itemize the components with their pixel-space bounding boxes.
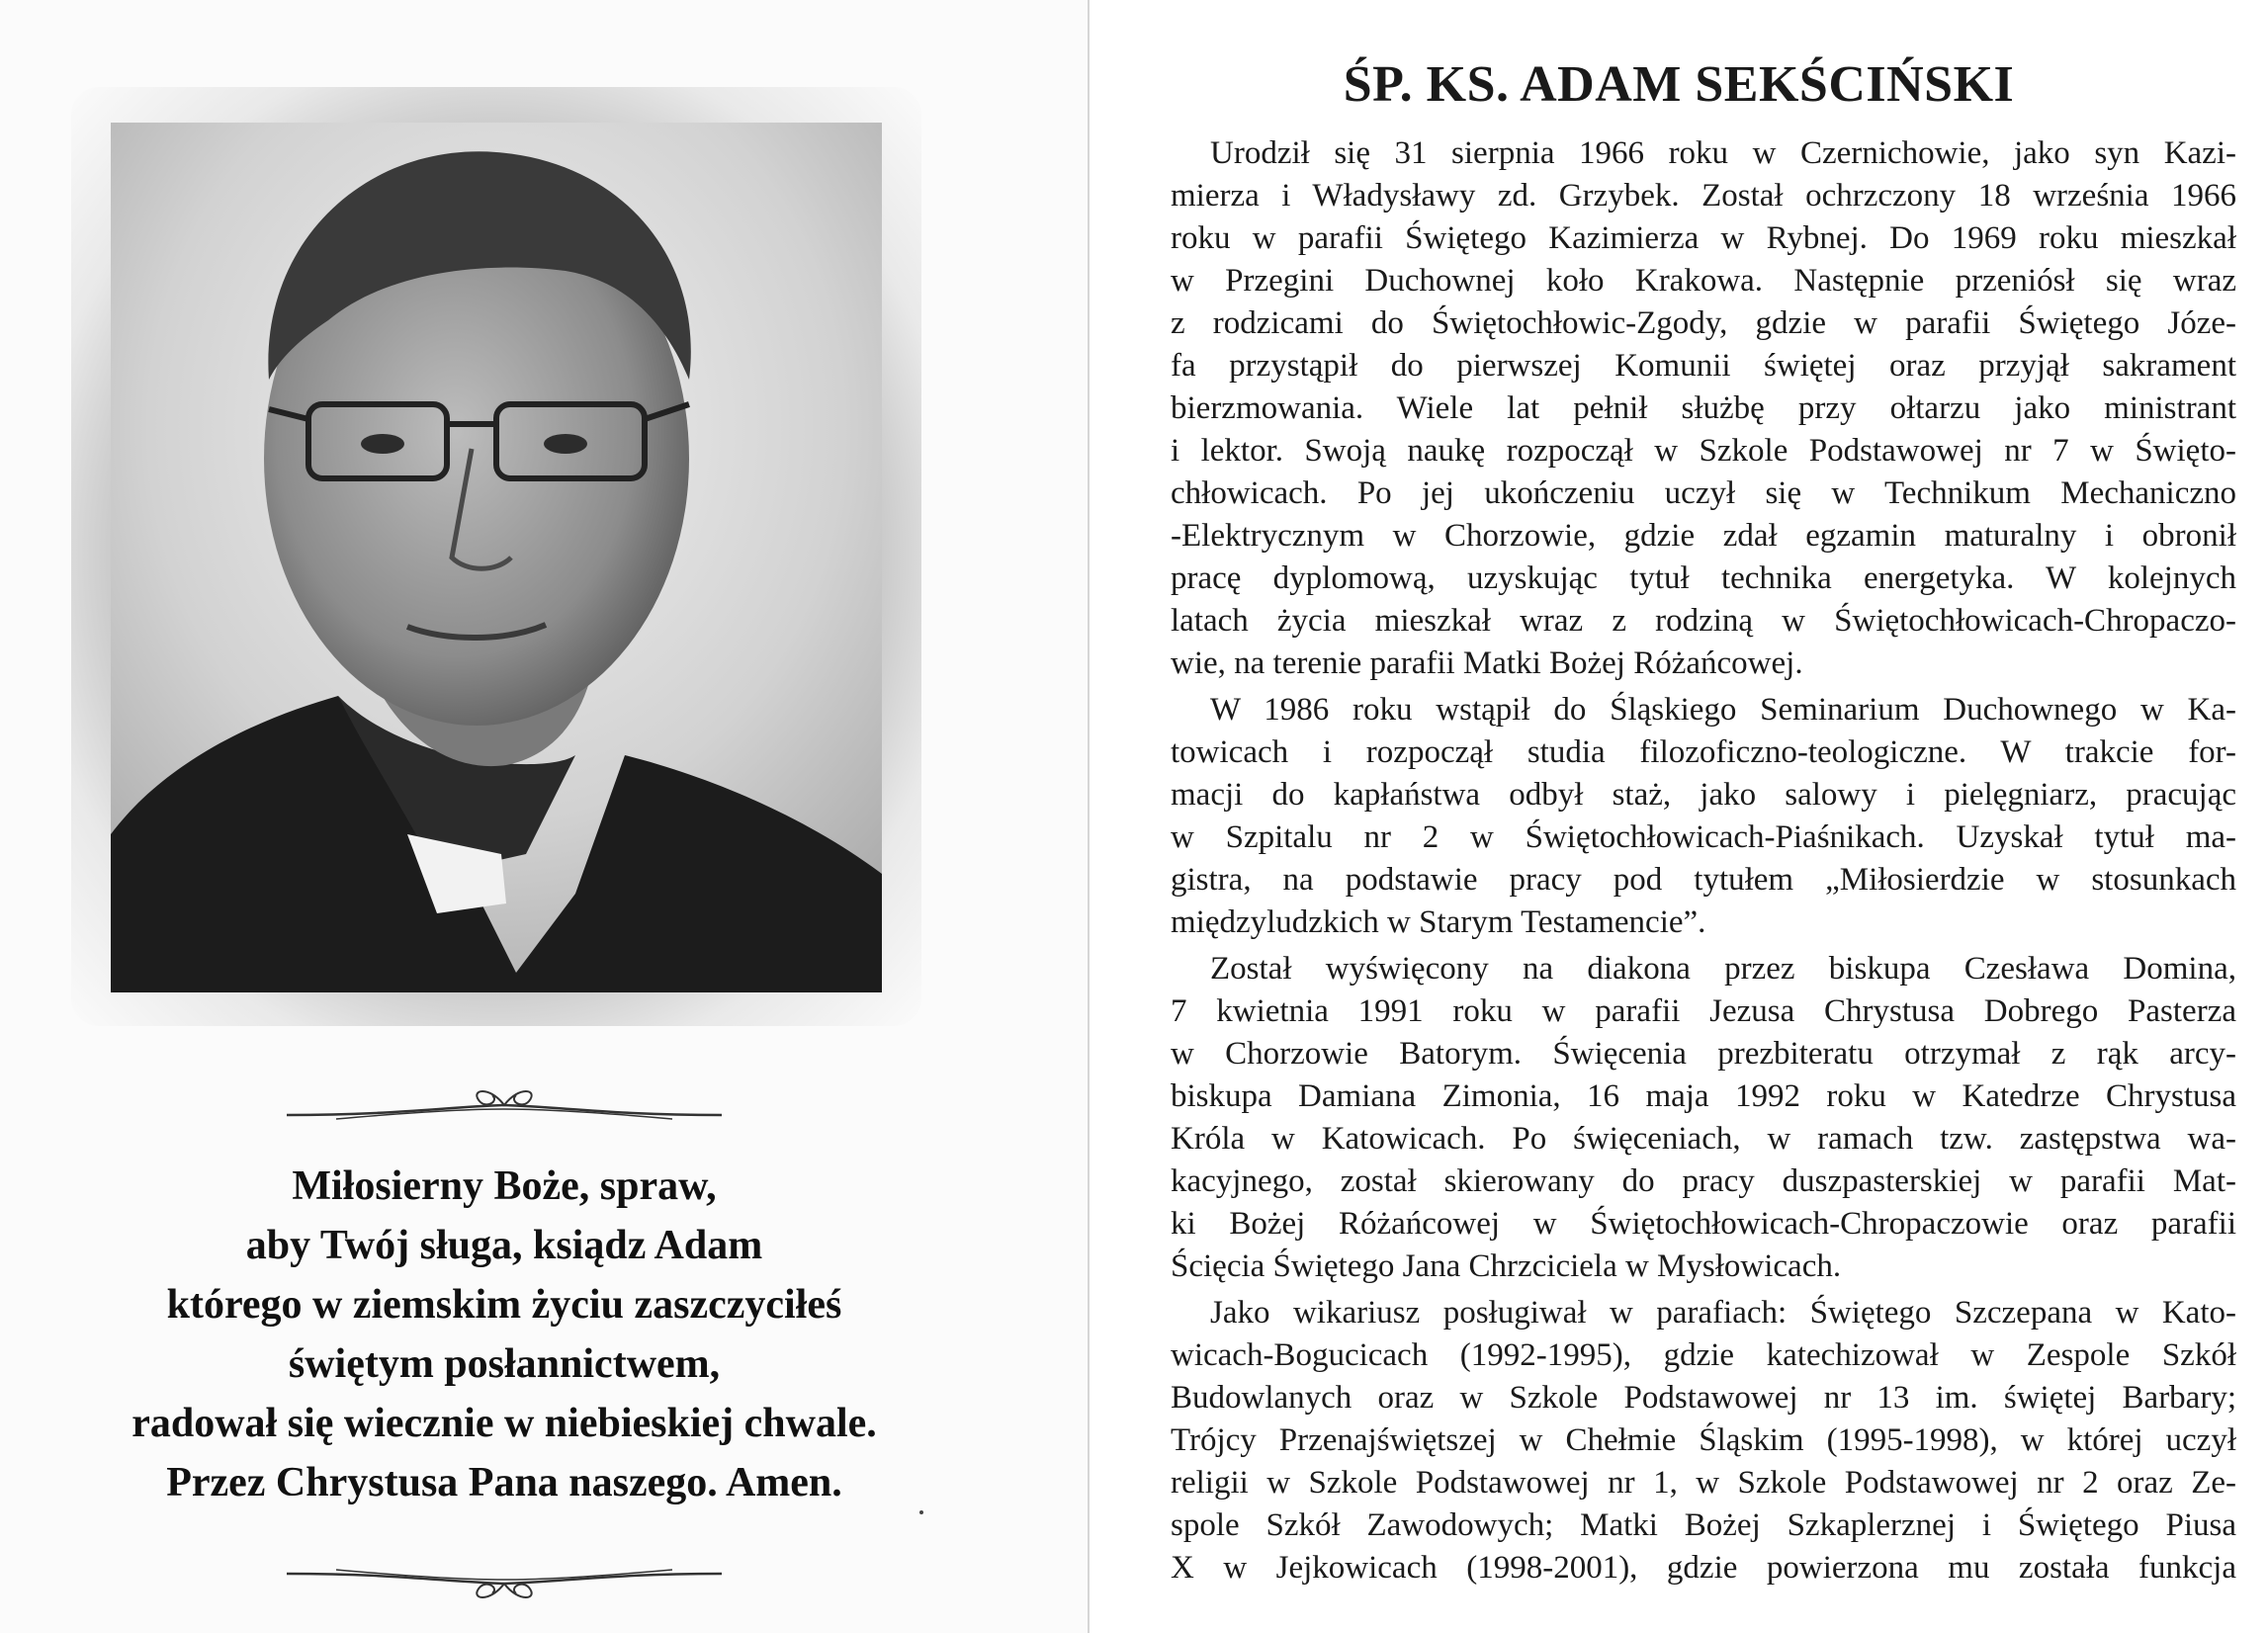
text-line: w Przegini Duchownej koło Krakowa. Następnie przeniósł się wraz: [1171, 263, 2236, 299]
prayer-line: świętym posłannictwem,: [288, 1341, 721, 1387]
text-line: i lektor. Swoją naukę rozpoczął w Szkole Podstawowej nr 7 w Święto-: [1171, 433, 2236, 469]
text-line: -Elektrycznym w Chorzowie, gdzie zdał egzamin maturalny i obronił: [1171, 518, 2236, 554]
left-page: [0, 0, 1088, 1633]
text-line: Króla w Katowicach. Po święceniach, w ramach tzw. zastępstwa wa-: [1171, 1121, 2236, 1157]
biography-paragraph: [1131, 1292, 2236, 1590]
text-line: gistra, na podstawie pracy pod tytułem „Miłosierdzie w stosunkach: [1171, 862, 2236, 898]
biography-paragraph: [1131, 132, 2236, 685]
flourish-icon: [277, 1560, 732, 1609]
speck: [919, 1510, 923, 1514]
portrait-vignette: [71, 87, 921, 1026]
page-title: ŚP. KS. ADAM SEKŚCIŃSKI: [1343, 56, 2015, 113]
text-line: towicach i rozpoczął studia filozoficzno-teologiczne. W trakcie for-: [1171, 734, 2236, 770]
ornament-divider-bottom: [277, 1560, 732, 1609]
priest-portrait-icon: [111, 123, 882, 992]
text-line: X w Jejkowicach (1998-2001), gdzie powierzona mu została funkcja: [1171, 1550, 2236, 1586]
text-line: macji do kapłaństwa odbył staż, jako salowy i pielęgniarz, pracując: [1171, 777, 2236, 813]
text-line: Urodził się 31 sierpnia 1966 roku w Czernichowie, jako syn Kazi-: [1210, 135, 2236, 171]
text-line: latach życia mieszkał wraz z rodziną w Świętochłowicach-Chropaczo-: [1171, 603, 2236, 639]
text-line: W 1986 roku wstąpił do Śląskiego Seminarium Duchownego w Ka-: [1210, 692, 2236, 728]
text-line: biskupa Damiana Zimonia, 16 maja 1992 roku w Katedrze Chrystusa: [1171, 1078, 2236, 1114]
right-page: [1090, 0, 2268, 1633]
text-line: Jako wikariusz posługiwał w parafiach: Świętego Szczepana w Kato-: [1210, 1295, 2236, 1331]
prayer-text: [40, 1157, 969, 1512]
ornament-divider-top: [277, 1079, 732, 1129]
text-line: w Szpitalu nr 2 w Świętochłowicach-Piaśnikach. Uzyskał tytuł ma-: [1171, 819, 2236, 855]
text-line: wie, na terenie parafii Matki Bożej Różańcowej.: [1171, 645, 1803, 681]
text-line: międzyludzkich w Starym Testamencie”.: [1171, 904, 1706, 940]
text-line: mierza i Władysławy zd. Grzybek. Został ochrzczony 18 września 1966: [1171, 178, 2236, 214]
text-line: 7 kwietnia 1991 roku w parafii Jezusa Chrystusa Dobrego Pasterza: [1171, 993, 2236, 1029]
text-line: wicach-Bogucicach (1992-1995), gdzie katechizował w Zespole Szkół: [1171, 1337, 2236, 1373]
biography-paragraph: [1131, 948, 2236, 1288]
prayer-line: którego w ziemskim życiu zaszczyciłeś: [166, 1282, 842, 1328]
text-line: spole Szkół Zawodowych; Matki Bożej Szkaplerznej i Świętego Piusa: [1171, 1507, 2236, 1543]
text-line: bierzmowania. Wiele lat pełnił służbę przy ołtarzu jako ministrant: [1171, 390, 2236, 426]
text-line: kacyjnego, został skierowany do pracy duszpasterskiej w parafii Mat-: [1171, 1163, 2236, 1199]
biography-text: [1131, 132, 2236, 1593]
prayer-line: Miłosierny Boże, spraw,: [292, 1163, 717, 1209]
prayer-line: radował się wiecznie w niebieskiej chwale.: [131, 1401, 877, 1446]
prayer-line: aby Twój sługa, ksiądz Adam: [245, 1223, 763, 1268]
flourish-icon: [277, 1079, 732, 1129]
text-line: z rodzicami do Świętochłowic-Zgody, gdzie w parafii Świętego Józe-: [1171, 305, 2236, 341]
text-line: chłowicach. Po jej ukończeniu uczył się w Technikum Mechaniczno: [1171, 475, 2236, 511]
text-line: Budowlanych oraz w Szkole Podstawowej nr 13 im. świętej Barbary;: [1171, 1380, 2236, 1416]
text-line: Trójcy Przenajświętszej w Chełmie Śląskim (1995-1998), w której uczył: [1171, 1422, 2236, 1458]
text-line: roku w parafii Świętego Kazimierza w Rybnej. Do 1969 roku mieszkał: [1171, 220, 2236, 256]
text-line: Ścięcia Świętego Jana Chrzciciela w Mysłowicach.: [1171, 1248, 1842, 1284]
text-line: ki Bożej Różańcowej w Świętochłowicach-Chropaczowie oraz parafii: [1171, 1206, 2236, 1242]
prayer-line: Przez Chrystusa Pana naszego. Amen.: [166, 1460, 842, 1505]
biography-paragraph: [1131, 689, 2236, 944]
portrait-photo: [111, 123, 882, 992]
text-line: religii w Szkole Podstawowej nr 1, w Szkole Podstawowej nr 2 oraz Ze-: [1171, 1465, 2236, 1501]
text-line: Został wyświęcony na diakona przez biskupa Czesława Domina,: [1210, 951, 2236, 987]
text-line: pracę dyplomową, uzyskując tytuł technika energetyka. W kolejnych: [1171, 560, 2236, 596]
text-line: w Chorzowie Batorym. Święcenia prezbiteratu otrzymał z rąk arcy-: [1171, 1036, 2236, 1072]
text-line: fa przystąpił do pierwszej Komunii świętej oraz przyjął sakrament: [1171, 348, 2236, 384]
